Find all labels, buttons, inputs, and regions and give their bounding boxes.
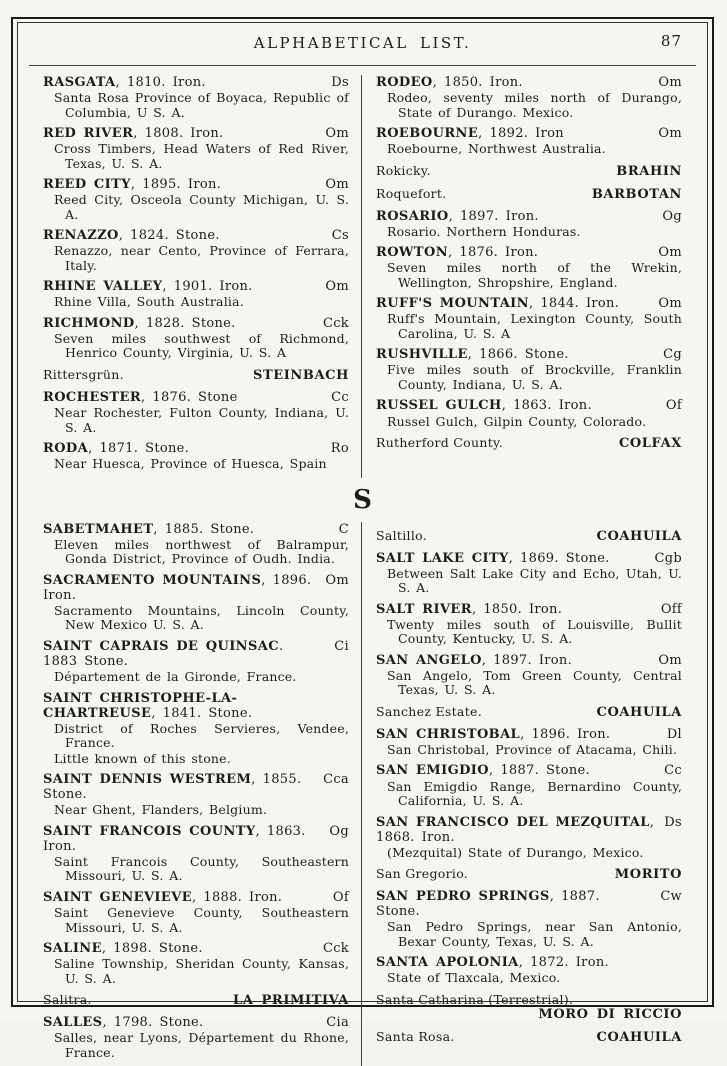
meteorite-entry <box>376 296 682 341</box>
xref-target-name: COAHUILA <box>596 1029 682 1045</box>
meteorite-entry <box>43 279 349 310</box>
entry-class-code: Cw <box>660 889 682 905</box>
entry-year-material: , 1850. Iron. <box>432 75 523 90</box>
page-content <box>19 23 706 1060</box>
xref-target-name: MORO DI RICCIO <box>538 1006 682 1022</box>
entry-year-material: , 1896. Iron. <box>43 572 312 603</box>
entry-location-description: Département de la Gironde, France. <box>54 669 297 685</box>
meteorite-entry <box>376 551 682 596</box>
xref-target-name: MORITO <box>614 867 682 883</box>
entry-head <box>43 316 349 331</box>
entry-class-code: Of <box>332 889 349 905</box>
entry-head <box>376 296 682 311</box>
meteorite-entry <box>376 75 682 120</box>
entry-head <box>376 602 682 617</box>
entry-year-material: , 1810. Iron. <box>115 75 206 90</box>
entry-name: RASGATA <box>43 75 116 90</box>
meteorite-entry <box>43 75 349 120</box>
entry-class-code: Ds <box>331 75 349 90</box>
cross-reference-row <box>376 866 682 882</box>
entry-location-description: Renazzo, near Cento, Province of Ferrara, Italy. <box>54 243 349 273</box>
entry-class-code: Cc <box>664 763 682 779</box>
entry-name: SAN CHRISTOBAL <box>376 726 521 742</box>
entry-year-material: , 1876. Iron. <box>448 245 539 261</box>
entry-location-description: Reed City, Osceola County Michigan, U. S. A. <box>54 192 349 222</box>
cross-reference-row <box>43 367 349 383</box>
entry-head <box>43 279 349 294</box>
entry-name: ROEBOURNE <box>376 126 479 142</box>
entry-head <box>43 691 349 721</box>
entry-location-description: Russel Gulch, Gilpin County, Colorado. <box>387 413 647 429</box>
entry-year-material: , 1898. Stone. <box>101 941 203 957</box>
running-header <box>43 28 682 57</box>
entry-year-material: , 1888. Iron. <box>192 889 283 905</box>
entry-location-description: District of Roches Servieres, Vendee, France. <box>54 720 349 751</box>
entry-name: SALT LAKE CITY <box>376 550 509 566</box>
cross-reference-row <box>376 1029 682 1045</box>
entry-name: ROCHESTER <box>43 389 142 405</box>
entry-year-material: , 1871. Stone. <box>88 441 190 457</box>
entry-year-material: , 1887. Stone. <box>488 763 590 779</box>
cross-reference-row <box>376 704 682 720</box>
xref-target-name: COLFAX <box>618 436 682 452</box>
entry-location-description: Rodeo, seventy miles north of Durango, State of Durango. Mexico. <box>387 90 682 120</box>
entry-name: REED CITY <box>43 177 131 193</box>
entry-name: RENAZZO <box>43 228 119 244</box>
entry-head <box>43 1015 349 1030</box>
entry-location-description: Eleven miles northwest of Balrampur, Gonda District, Province of Oudh. India. <box>54 536 349 567</box>
meteorite-entry <box>376 126 682 157</box>
entry-name: SAINT CAPRAIS DE QUINSAC <box>43 638 279 654</box>
cross-reference-row <box>376 186 682 202</box>
cross-reference-row <box>376 992 682 1022</box>
entry-location-description: San Pedro Springs, near San Antonio, Bexar County, Texas, U. S. A. <box>387 919 682 949</box>
entry-location-description: Saint Genevieve County, Southeastern Missouri, U. S. A. <box>54 905 349 935</box>
entry-class-code: Om <box>325 279 349 295</box>
entry-location-description: Twenty miles south of Louisville, Bullit County, Kentucky, U. S. A. <box>387 616 682 647</box>
entry-head <box>376 75 682 90</box>
entry-class-code: Ro <box>330 441 349 457</box>
entry-location-description: Salles, near Lyons, Département du Rhone, France. <box>54 1030 349 1060</box>
section-r <box>43 75 682 478</box>
entry-class-code: Cgb <box>654 550 682 566</box>
column-right <box>362 522 682 1066</box>
entry-class-code: Om <box>325 572 349 588</box>
entry-name: SAINT DENNIS WESTREM <box>43 772 252 788</box>
entry-name: RUSSEL GULCH <box>376 398 502 414</box>
entry-year-material: , 1798. Stone. <box>102 1015 204 1031</box>
entry-year-material: , 1808. Iron. <box>133 126 224 142</box>
meteorite-entry <box>376 398 682 429</box>
entry-name: ROSARIO <box>376 208 449 224</box>
entry-head <box>43 573 349 603</box>
entry-head <box>376 551 682 566</box>
entry-year-material: , 1887. Stone. <box>376 889 600 920</box>
entry-location-description: Saint Francois County, Southeastern Missouri, U. S. A. <box>54 853 349 884</box>
entry-head <box>43 890 349 905</box>
entry-name: SAINT GENEVIEVE <box>43 889 193 905</box>
entry-head <box>43 441 349 456</box>
xref-target-name: BARBOTAN <box>591 186 682 202</box>
entry-year-material: , 1892. Iron <box>478 126 564 142</box>
entry-class-code: Cs <box>331 228 349 244</box>
meteorite-entry <box>376 209 682 240</box>
xref-synonym-name: San Gregorio. <box>376 866 469 882</box>
entry-year-material: , 1863. Iron. <box>43 823 306 854</box>
entry-class-code: Og <box>662 208 682 224</box>
entry-head <box>376 126 682 141</box>
xref-target-name: COAHUILA <box>596 528 682 544</box>
entry-location-description: Saline Township, Sheridan County, Kansas, U. S. A. <box>54 956 349 986</box>
entry-head <box>43 75 349 90</box>
meteorite-entry <box>43 441 349 472</box>
entry-name: RODA <box>43 441 89 457</box>
entry-class-code: Ds <box>664 814 682 830</box>
entry-location-description: (Mezquital) State of Durango, Mexico. <box>387 844 644 860</box>
meteorite-entry <box>43 772 349 818</box>
entry-year-material: , 1863. Iron. <box>501 398 592 414</box>
entry-name: SAN FRANCISCO DEL MEZQUITAL <box>376 814 650 830</box>
meteorite-entry <box>43 890 349 935</box>
entry-name: SAINT CHRISTOPHE-LA-CHARTREUSE <box>43 690 238 721</box>
column-right <box>362 75 682 478</box>
entry-year-material: , 1844. Iron. <box>528 296 620 312</box>
meteorite-entry <box>43 522 349 567</box>
entry-year-material: , 1824. Stone. <box>118 228 220 244</box>
section-letter-heading: S <box>353 484 372 515</box>
entry-head <box>43 177 349 192</box>
entry-name: RHINE VALLEY <box>43 279 163 295</box>
entry-year-material: , 1896. Iron. <box>520 726 611 742</box>
entry-name: RODEO <box>376 75 433 90</box>
entry-name: SANTA APOLONIA <box>376 955 519 971</box>
entry-class-code: Om <box>658 245 682 261</box>
meteorite-entry <box>43 573 349 633</box>
entry-name: SAN EMIGDIO <box>376 763 489 779</box>
entry-year-material: , 1828. Stone. <box>134 315 236 331</box>
entry-location-description: Rosario. Northern Honduras. <box>387 223 581 239</box>
entry-head <box>376 398 682 413</box>
entry-name: RUFF'S MOUNTAIN <box>376 296 529 312</box>
xref-synonym-name: Rutherford County. <box>376 435 504 451</box>
meteorite-entry <box>376 763 682 808</box>
cross-reference-row <box>376 435 682 451</box>
meteorite-entry <box>376 889 682 949</box>
entry-class-code: Om <box>325 177 349 193</box>
xref-target-name: STEINBACH <box>252 367 349 383</box>
cross-reference-row <box>376 528 682 544</box>
entry-class-code: Of <box>665 398 682 414</box>
entry-location-description: San Angelo, Tom Green County, Central Texas, U. S. A. <box>387 667 682 698</box>
xref-target-name: LA PRIMITIVA <box>232 993 349 1009</box>
meteorite-entry <box>376 653 682 698</box>
entry-class-code: Om <box>658 126 682 142</box>
entry-head <box>43 390 349 405</box>
entry-name: SALT RIVER <box>376 601 472 617</box>
entry-head <box>43 522 349 537</box>
entry-year-material: , 1866. Stone. <box>467 347 569 363</box>
entry-class-code: Cca <box>323 772 349 788</box>
entry-year-material: , 1869. Stone. <box>508 550 610 566</box>
entry-class-code: Cia <box>326 1015 349 1031</box>
entry-head <box>376 815 682 845</box>
entry-head <box>376 889 682 919</box>
entry-location-description: Seven miles north of the Wrekin, Wellington, Shropshire, England. <box>387 260 682 290</box>
meteorite-entry <box>43 126 349 171</box>
entry-year-material: , 1897. Iron. <box>448 208 539 224</box>
entry-location-description: San Emigdio Range, Bernardino County, California, U. S. A. <box>387 778 682 809</box>
entry-class-code: Cck <box>322 941 349 957</box>
entry-year-material: , 1885. Stone. <box>153 521 255 537</box>
meteorite-entry <box>376 347 682 392</box>
entry-head <box>376 653 682 668</box>
entry-head <box>376 209 682 224</box>
meteorite-entry <box>43 639 349 685</box>
entry-year-material: , 1901. Iron. <box>162 279 253 295</box>
meteorite-entry <box>43 390 349 435</box>
entry-year-material: , 1876. Stone <box>141 389 238 405</box>
entry-location-description: Ruff's Mountain, Lexington County, South Carolina, U. S. A <box>387 311 682 341</box>
entry-head <box>376 727 682 742</box>
entry-name: SAINT FRANCOIS COUNTY <box>43 823 256 839</box>
entry-location-description: Near Ghent, Flanders, Belgium. <box>54 802 268 818</box>
entry-class-code: Cg <box>663 347 682 363</box>
entry-class-code: Cc <box>331 389 349 405</box>
xref-synonym-name: Sanchez Estate. <box>376 703 482 719</box>
meteorite-entry <box>43 228 349 273</box>
entry-location-description: Seven miles southwest of Richmond, Henrico County, Virginia, U. S. A <box>54 330 349 361</box>
entry-location-description: Roebourne, Northwest Australia. <box>387 141 606 157</box>
section-s <box>43 522 682 1066</box>
entry-location-description: State of Tlaxcala, Mexico. <box>387 970 561 986</box>
meteorite-entry <box>376 727 682 758</box>
entry-head <box>376 955 682 970</box>
xref-synonym-name: Santa Catharina (Terrestrial). <box>376 991 574 1007</box>
entry-year-material: , 1850. Iron. <box>471 601 563 617</box>
entry-class-code: Om <box>325 126 349 142</box>
entry-head <box>43 941 349 956</box>
entry-name: RUSHVILLE <box>376 347 468 363</box>
cross-reference-row <box>43 992 349 1008</box>
entry-location-description: Santa Rosa Province of Boyaca, Republic of Columbia, U S. A. <box>54 90 349 120</box>
cross-reference-row <box>376 163 682 179</box>
entry-head <box>376 763 682 778</box>
meteorite-entry <box>376 955 682 986</box>
entry-name: RICHMOND <box>43 315 135 331</box>
entry-class-code: C <box>338 521 349 537</box>
xref-synonym-name: Roquefort. <box>376 185 447 201</box>
meteorite-entry <box>43 316 349 361</box>
page-number: 87 <box>660 32 682 50</box>
entry-class-code: Cck <box>322 315 349 331</box>
xref-synonym-name: Santa Rosa. <box>376 1028 455 1044</box>
entry-name: ROWTON <box>376 245 449 261</box>
entry-year-material: . 1883 Stone. <box>43 638 284 669</box>
entry-head <box>43 126 349 141</box>
entry-class-code: Og <box>329 823 349 839</box>
entry-head <box>376 347 682 362</box>
xref-target-name: BRAHIN <box>616 163 682 179</box>
entry-location-description: Five miles south of Brockville, Franklin County, Indiana, U. S. A. <box>387 362 682 392</box>
entry-year-material: , 1868. Iron. <box>376 814 655 845</box>
xref-synonym-name: Rokicky. <box>376 162 431 178</box>
column-left <box>43 75 361 478</box>
entry-location-description: Sacramento Mountains, Lincoln County, New Mexico U. S. A. <box>54 602 349 633</box>
entry-class-code: Om <box>658 652 682 668</box>
entry-name: SALLES <box>43 1015 103 1031</box>
meteorite-entry <box>43 1015 349 1060</box>
entry-location-description: San Christobal, Province of Atacama, Chili. <box>387 741 678 757</box>
meteorite-entry <box>43 691 349 767</box>
column-left <box>43 522 361 1066</box>
entry-location-description: Near Huesca, Province of Huesca, Spain <box>54 456 327 472</box>
meteorite-entry <box>43 824 349 884</box>
entry-year-material: , 1897. Iron. <box>481 652 573 668</box>
meteorite-entry <box>43 177 349 222</box>
entry-year-material: , 1895. Iron. <box>130 177 222 193</box>
entry-name: SABETMAHET <box>43 521 154 537</box>
entry-year-material: , 1855. Stone. <box>43 772 302 803</box>
meteorite-entry <box>376 602 682 647</box>
meteorite-entry <box>376 245 682 290</box>
xref-synonym-name: Rittersgrün. <box>43 366 124 382</box>
meteorite-entry <box>43 941 349 986</box>
entry-head <box>43 639 349 669</box>
header-rule <box>29 65 696 66</box>
entry-class-code: Om <box>658 296 682 312</box>
entry-head <box>43 772 349 802</box>
page-title: ALPHABETICAL LIST. <box>253 34 472 52</box>
entry-class-code: Dl <box>666 726 682 742</box>
entry-location-description: Rhine Villa, South Australia. <box>54 294 244 310</box>
meteorite-entry <box>376 815 682 861</box>
xref-synonym-name: Saltillo. <box>376 527 428 543</box>
xref-synonym-name: Salitra. <box>43 992 92 1008</box>
entry-location-description: Little known of this stone. <box>54 750 231 766</box>
entry-class-code: Ci <box>334 638 349 654</box>
entry-head <box>43 228 349 243</box>
entry-location-description: Near Rochester, Fulton County, Indiana, U. S. A. <box>54 405 349 435</box>
entry-name: SAN ANGELO <box>376 652 482 668</box>
entry-year-material: , 1841. Stone. <box>151 705 253 721</box>
entry-location-description: Cross Timbers, Head Waters of Red River, Texas, U. S. A. <box>54 141 349 171</box>
entry-head <box>43 824 349 854</box>
entry-name: SAN PEDRO SPRINGS <box>376 889 550 905</box>
entry-name: RED RIVER <box>43 126 134 142</box>
entry-location-description: Between Salt Lake City and Echo, Utah, U. S. A. <box>387 565 682 596</box>
entry-class-code: Om <box>658 75 682 90</box>
xref-target-name: COAHUILA <box>596 704 682 720</box>
entry-year-material: , 1872. Iron. <box>518 955 609 971</box>
entry-name: SALINE <box>43 941 102 957</box>
entry-head <box>376 245 682 260</box>
entry-name: SACRAMENTO MOUNTAINS <box>43 572 262 588</box>
entry-class-code: Off <box>660 601 682 617</box>
